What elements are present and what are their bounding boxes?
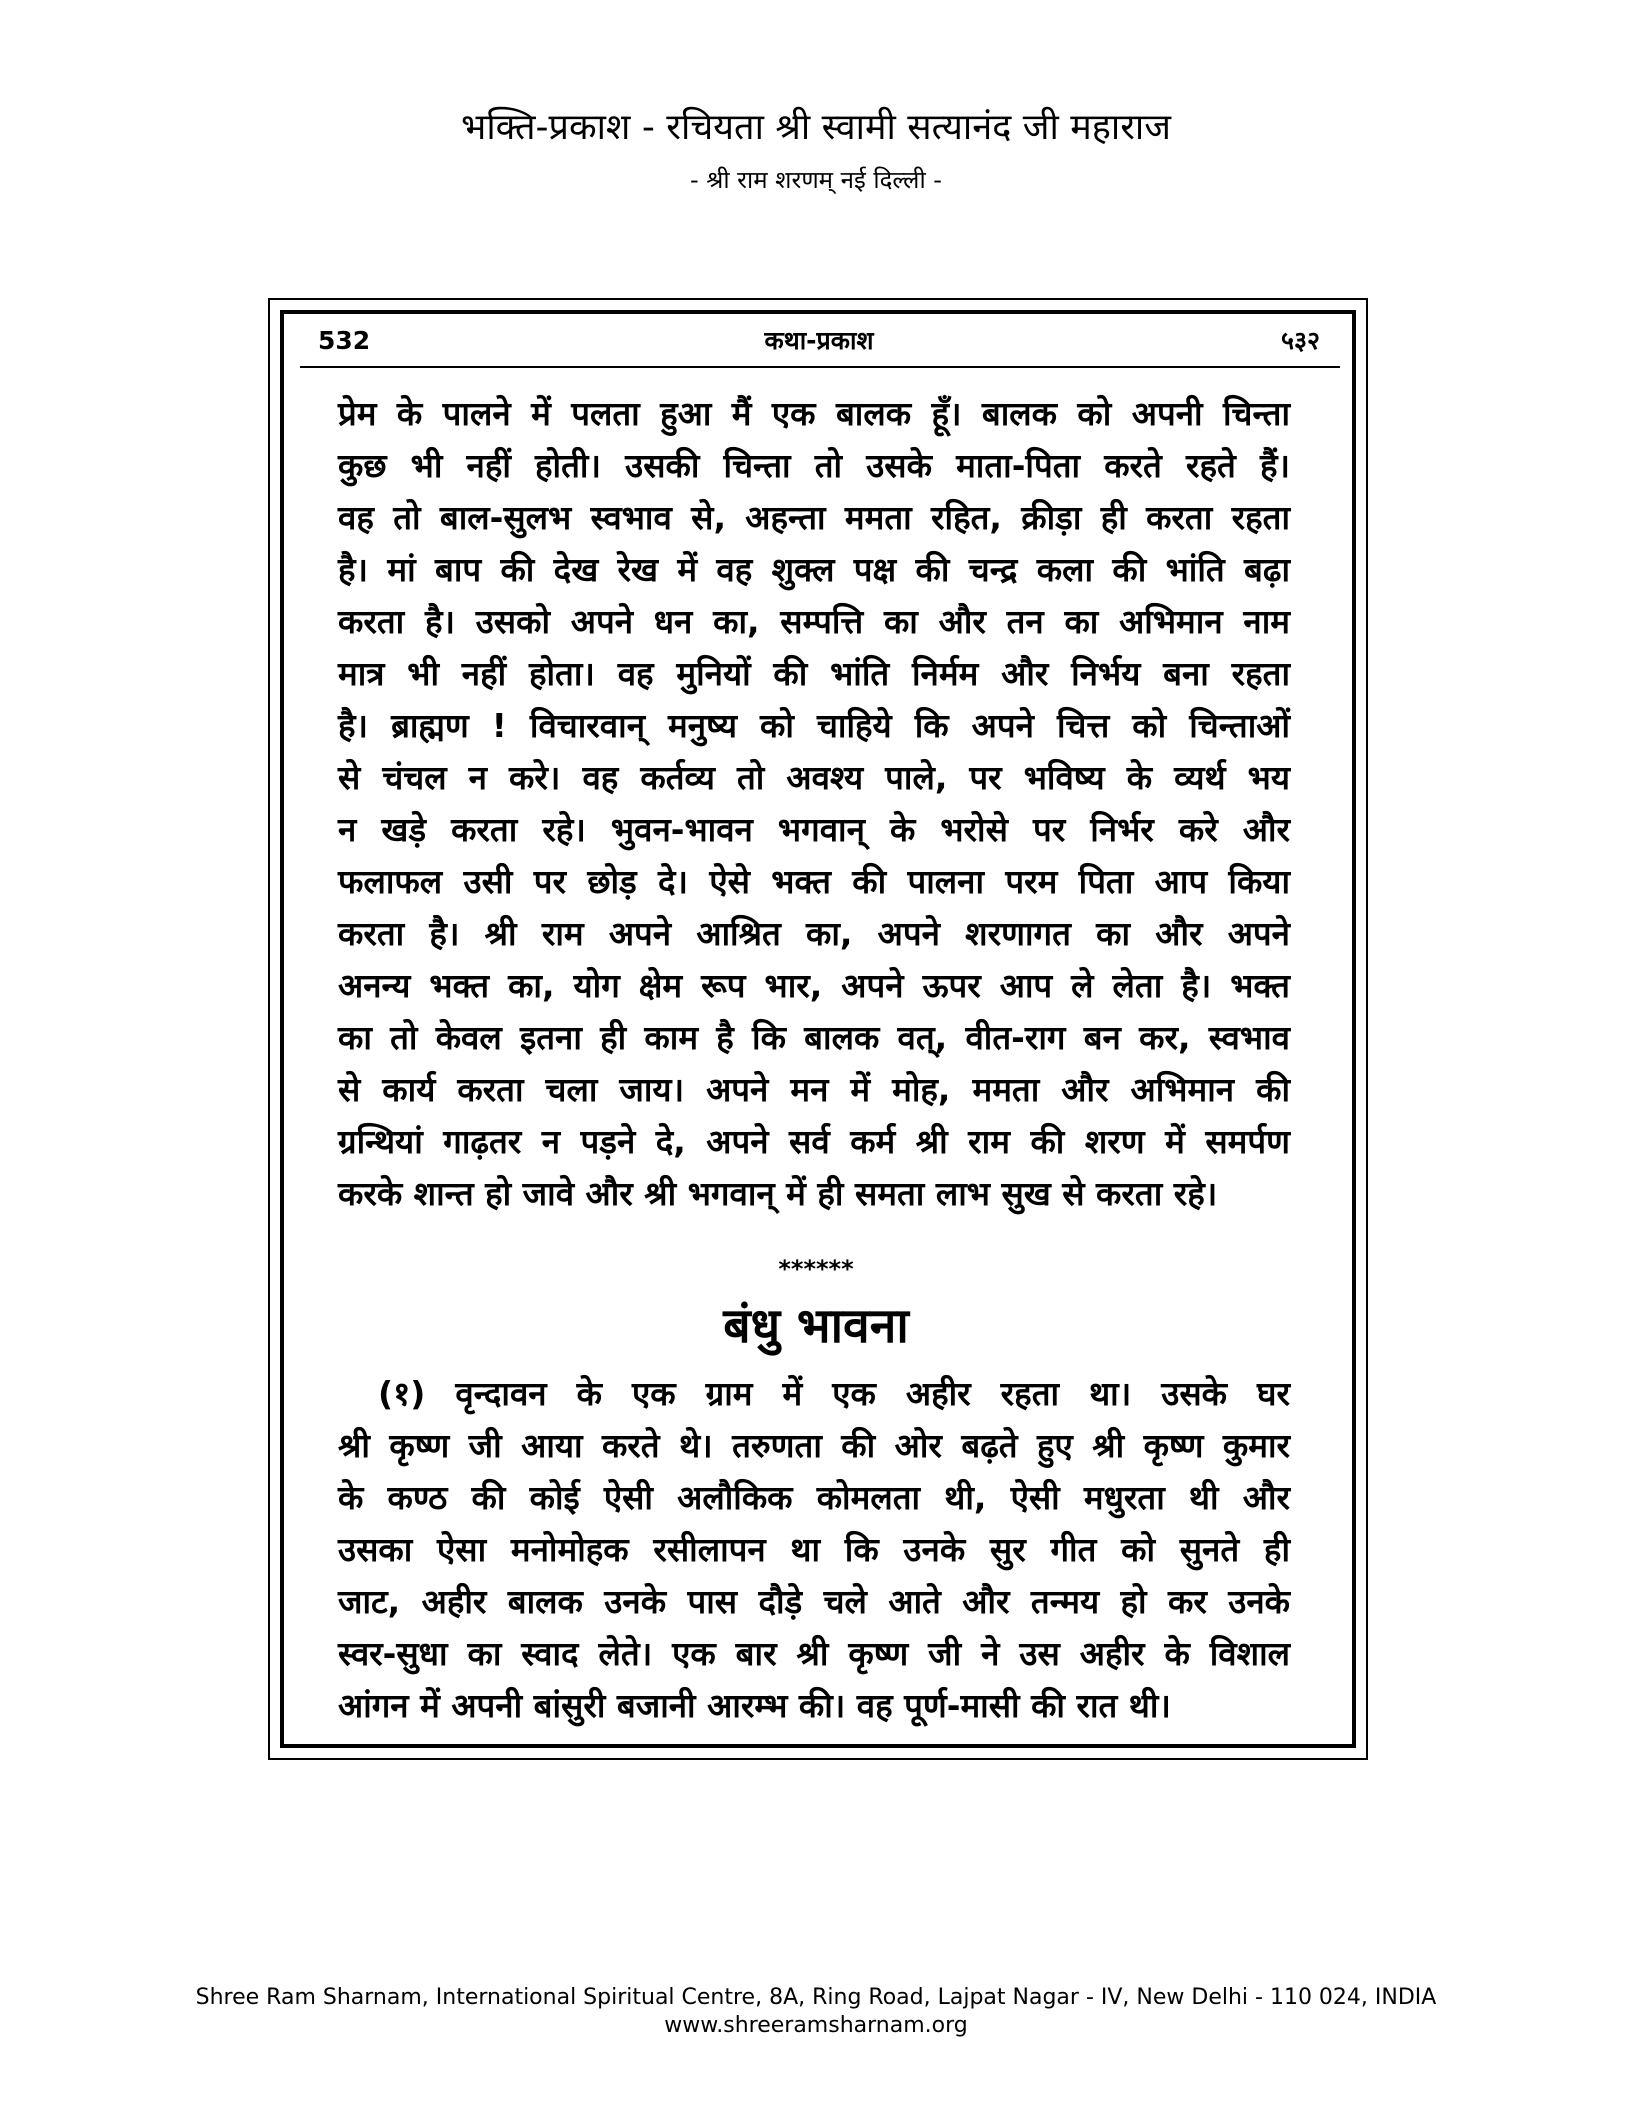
- text-line: से कार्य करता चला जाय। अपने मन में मोह, ममता और अभिमान की: [338, 1070, 1290, 1109]
- paragraph-two: [338, 1368, 1290, 1732]
- footer-address: Shree Ram Sharnam, International Spiritual Centre, 8A, Ring Road, Lajpat Nagar - IV, New Delhi - 110 024, INDIA: [195, 1985, 1437, 2010]
- text-line: जाट, अहीर बालक उनके पास दौड़े चले आते और तन्मय हो कर उनके: [338, 1582, 1290, 1621]
- text-line: न खड़े करता रहे। भुवन-भावन भगवान् के भरोसे पर निर्भर करे और: [338, 810, 1290, 849]
- text-line: ग्रन्थियां गाढ़तर न पड़ने दे, अपने सर्व कर्म श्री राम की शरण में समर्पण: [338, 1122, 1290, 1161]
- paragraph-one: [338, 388, 1290, 1220]
- text-line: के कण्ठ की कोई ऐसी अलौकिक कोमलता थी, ऐसी मधुरता थी और: [338, 1478, 1290, 1517]
- text-line: कुछ भी नहीं होती। उसकी चिन्ता तो उसके माता-पिता करते रहते हैं।: [338, 446, 1290, 485]
- text-line: आंगन में अपनी बांसुरी बजानी आरम्भ की। वह पूर्ण-मासी की रात थी।: [338, 1686, 1171, 1725]
- text-line: करता है। श्री राम अपने आश्रित का, अपने शरणागत का और अपने: [338, 914, 1290, 953]
- section-separator: ******: [778, 1255, 854, 1283]
- footer-website: www.shreeramsharnam.org: [664, 2013, 968, 2038]
- text-line: है। मां बाप की देख रेख में वह शुक्ल पक्ष की चन्द्र कला की भांति बढ़ा: [338, 550, 1290, 589]
- book-header-subtitle: - श्री राम शरणम् नई दिल्ली -: [690, 166, 942, 194]
- page-number-devanagari: ५३२: [1280, 326, 1320, 355]
- text-line: है। ब्राह्मण ! विचारवान् मनुष्य को चाहिये कि अपने चित्त को चिन्ताओं: [338, 706, 1290, 745]
- text-line: (१) वृन्दावन के एक ग्राम में एक अहीर रहता था। उसके घर: [378, 1374, 1290, 1413]
- page-running-head: [310, 318, 1328, 364]
- page-number-arabic: 532: [318, 326, 371, 355]
- text-line: प्रेम के पालने में पलता हुआ मैं एक बालक हूँ। बालक को अपनी चिन्ता: [338, 394, 1290, 433]
- text-line: श्री कृष्ण जी आया करते थे। तरुणता की ओर बढ़ते हुए श्री कृष्ण कुमार: [338, 1426, 1290, 1465]
- text-line: का तो केवल इतना ही काम है कि बालक वत्, वीत-राग बन कर, स्वभाव: [338, 1018, 1290, 1057]
- text-line: मात्र भी नहीं होता। वह मुनियों की भांति निर्मम और निर्भय बना रहता: [338, 654, 1290, 693]
- section-heading: बंधु भावना: [723, 1298, 909, 1354]
- running-title: कथा-प्रकाश: [764, 326, 874, 355]
- text-line: से चंचल न करे। वह कर्तव्य तो अवश्य पाले, पर भविष्य के व्यर्थ भय: [338, 758, 1290, 797]
- text-line: करके शान्त हो जावे और श्री भगवान् में ही समता लाभ सुख से करता रहे।: [338, 1174, 1218, 1213]
- text-line: स्वर-सुधा का स्वाद लेते। एक बार श्री कृष्ण जी ने उस अहीर के विशाल: [338, 1634, 1290, 1673]
- text-line: वह तो बाल-सुलभ स्वभाव से, अहन्ता ममता रहित, क्रीड़ा ही करता रहता: [338, 498, 1290, 537]
- running-head-rule: [300, 366, 1340, 368]
- text-line: करता है। उसको अपने धन का, सम्पत्ति का और तन का अभिमान नाम: [338, 602, 1290, 641]
- book-header-title: भक्ति-प्रकाश - रचियता श्री स्वामी सत्यानंद जी महाराज: [461, 107, 1171, 148]
- text-line: उसका ऐसा मनोमोहक रसीलापन था कि उनके सुर गीत को सुनते ही: [338, 1530, 1290, 1569]
- text-line: फलाफल उसी पर छोड़ दे। ऐसे भक्त की पालना परम पिता आप किया: [338, 862, 1290, 901]
- text-line: अनन्य भक्त का, योग क्षेम रूप भार, अपने ऊपर आप ले लेता है। भक्त: [338, 966, 1290, 1005]
